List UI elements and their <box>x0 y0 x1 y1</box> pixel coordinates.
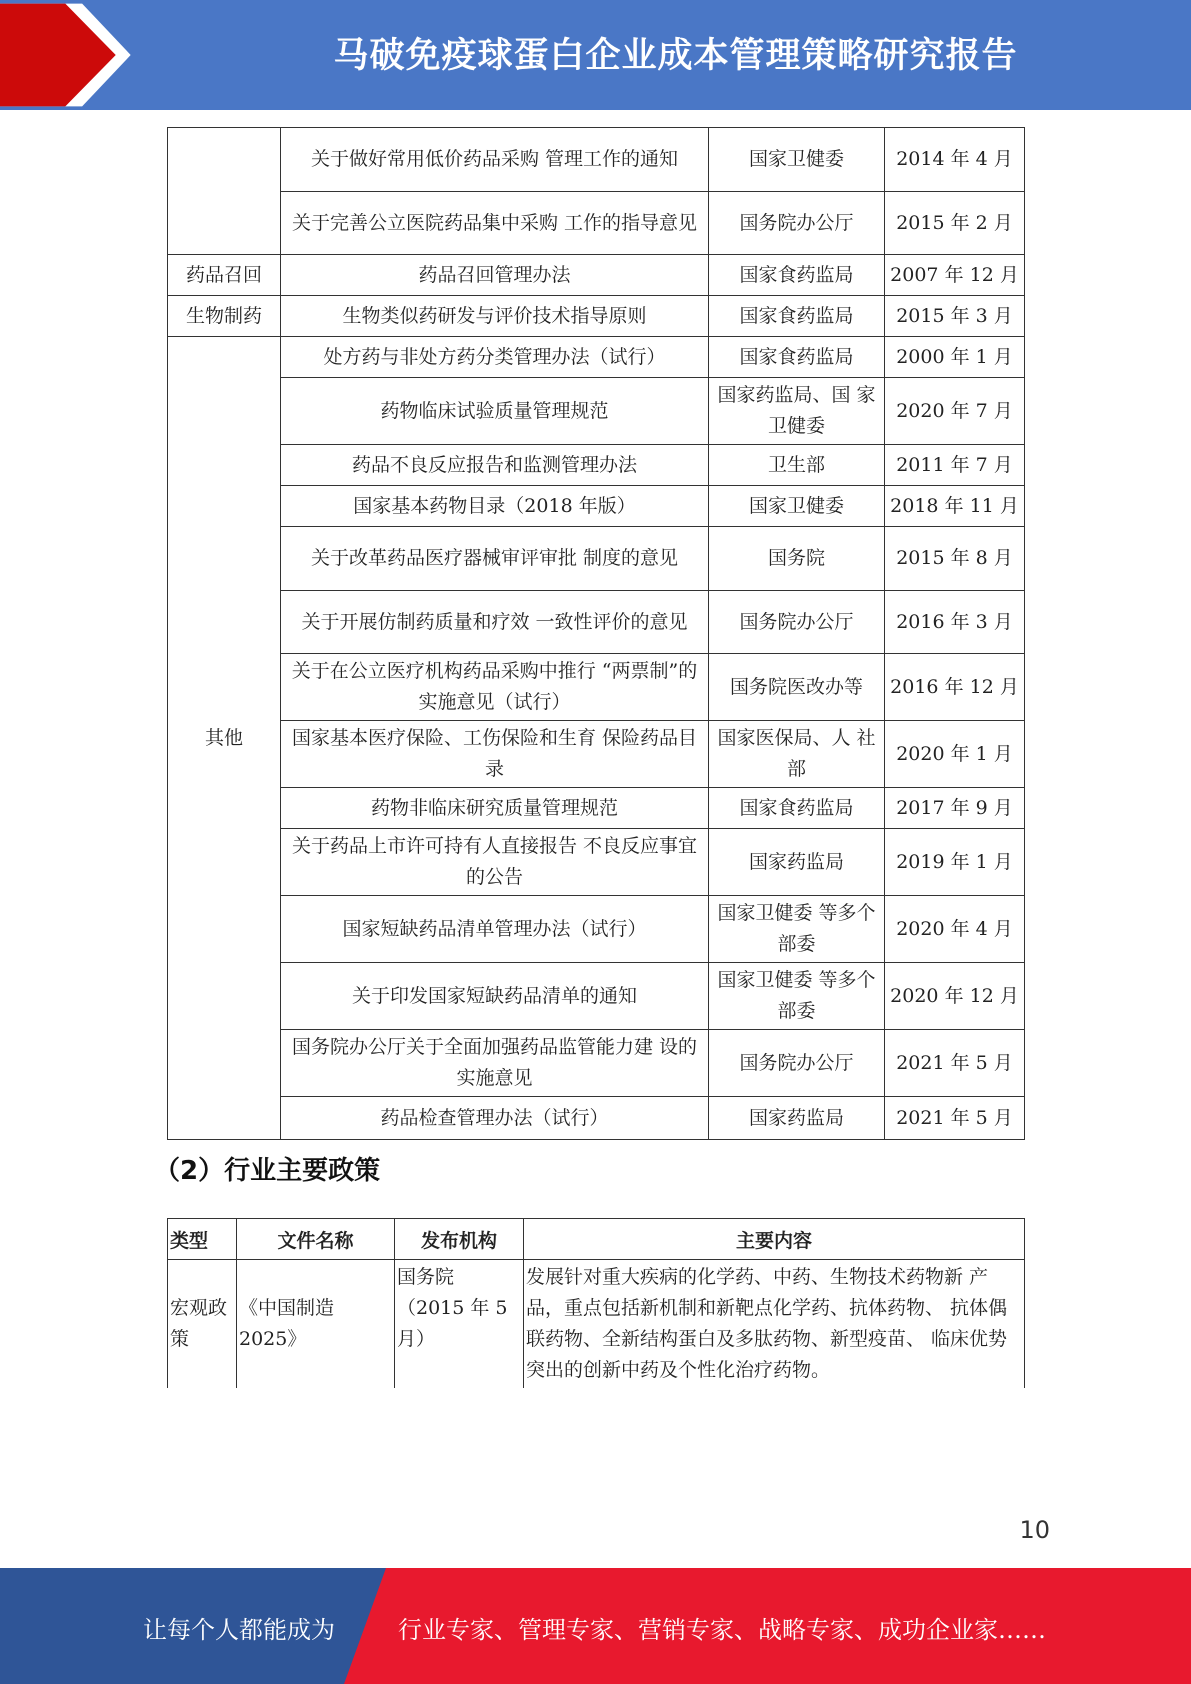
regulation-name: 国家基本药物目录（2018 年版） <box>281 486 709 527</box>
regulation-date: 2014 年 4 月 <box>885 128 1025 192</box>
regulation-issuer: 国家食药监局 <box>709 296 885 337</box>
section-heading: （2）行业主要政策 <box>154 1156 381 1186</box>
table-row <box>168 788 1025 829</box>
regulation-name: 关于完善公立医院药品集中采购 工作的指导意见 <box>281 192 709 255</box>
regulation-date: 2017 年 9 月 <box>885 788 1025 829</box>
regulation-date: 2015 年 8 月 <box>885 527 1025 591</box>
regulation-date: 2018 年 11 月 <box>885 486 1025 527</box>
page-number: 10 <box>1019 1516 1050 1544</box>
regulation-date: 2020 年 7 月 <box>885 378 1025 445</box>
column-header-issuer: 发布机构 <box>395 1219 524 1260</box>
regulation-name: 关于药品上市许可持有人直接报告 不良反应事宜的公告 <box>281 829 709 896</box>
regulation-name: 关于改革药品医疗器械审评审批 制度的意见 <box>281 527 709 591</box>
regulation-date: 2000 年 1 月 <box>885 337 1025 378</box>
regulation-name: 药物非临床研究质量管理规范 <box>281 788 709 829</box>
table-row <box>168 192 1025 255</box>
regulation-date: 2021 年 5 月 <box>885 1030 1025 1097</box>
report-title: 马破免疫球蛋白企业成本管理策略研究报告 <box>333 36 1018 76</box>
page-header <box>0 0 1191 110</box>
policy-type: 宏观政策 <box>168 1260 237 1389</box>
regulation-name: 国家短缺药品清单管理办法（试行） <box>281 896 709 963</box>
table-row <box>168 337 1025 378</box>
table-row <box>168 255 1025 296</box>
regulation-issuer: 国家药监局 <box>709 829 885 896</box>
policy-content: 发展针对重大疾病的化学药、中药、生物技术药物新 产品，重点包括新机制和新靶点化学药、抗体药物、 抗体偶联药物、全新结构蛋白及多肽药物、新型疫苗、 临床优势突出的创新中药及个性化治疗药物。 <box>524 1260 1025 1389</box>
category-cell: 其他 <box>168 337 281 1140</box>
regulation-date: 2021 年 5 月 <box>885 1097 1025 1140</box>
regulation-issuer: 国家药监局、国 家卫健委 <box>709 378 885 445</box>
column-header-content: 主要内容 <box>524 1219 1025 1260</box>
table-row <box>168 1097 1025 1140</box>
regulation-name: 生物类似药研发与评价技术指导原则 <box>281 296 709 337</box>
regulation-date: 2011 年 7 月 <box>885 445 1025 486</box>
regulation-issuer: 国家卫健委 <box>709 128 885 192</box>
regulation-date: 2007 年 12 月 <box>885 255 1025 296</box>
regulation-issuer: 国家卫健委 等多个部委 <box>709 963 885 1030</box>
regulation-name: 关于在公立医疗机构药品采购中推行 “两票制”的实施意见（试行） <box>281 654 709 721</box>
regulation-issuer: 国家卫健委 等多个部委 <box>709 896 885 963</box>
policy-document-name: 《中国制造 2025》 <box>237 1260 395 1389</box>
category-cell <box>168 128 281 255</box>
regulation-name: 国家基本医疗保险、工伤保险和生育 保险药品目录 <box>281 721 709 788</box>
regulation-date: 2020 年 1 月 <box>885 721 1025 788</box>
regulation-name: 药物临床试验质量管理规范 <box>281 378 709 445</box>
regulation-date: 2020 年 4 月 <box>885 896 1025 963</box>
table-row <box>168 527 1025 591</box>
table-row <box>168 128 1025 192</box>
regulation-date: 2016 年 3 月 <box>885 591 1025 654</box>
table-row <box>168 445 1025 486</box>
regulation-issuer: 国务院办公厅 <box>709 192 885 255</box>
regulation-issuer: 国家药监局 <box>709 1097 885 1140</box>
regulation-name: 关于印发国家短缺药品清单的通知 <box>281 963 709 1030</box>
column-header-document: 文件名称 <box>237 1219 395 1260</box>
regulation-name: 药品检查管理办法（试行） <box>281 1097 709 1140</box>
regulation-issuer: 国务院办公厅 <box>709 1030 885 1097</box>
table-row <box>168 591 1025 654</box>
regulation-name: 药品召回管理办法 <box>281 255 709 296</box>
regulation-issuer: 国家食药监局 <box>709 337 885 378</box>
regulation-issuer: 国务院医改办等 <box>709 654 885 721</box>
regulation-name: 关于开展仿制药质量和疗效 一致性评价的意见 <box>281 591 709 654</box>
column-header-type: 类型 <box>168 1219 237 1260</box>
table-header-row <box>168 1219 1025 1260</box>
policy-issuer: 国务院（2015 年 5 月） <box>395 1260 524 1389</box>
regulation-date: 2015 年 3 月 <box>885 296 1025 337</box>
regulation-date: 2020 年 12 月 <box>885 963 1025 1030</box>
industry-policy-table <box>167 1218 1025 1389</box>
regulation-name: 关于做好常用低价药品采购 管理工作的通知 <box>281 128 709 192</box>
footer-slogan-right: 行业专家、管理专家、营销专家、战略专家、成功企业家…… <box>398 1616 1046 1644</box>
table-row <box>168 296 1025 337</box>
table-row <box>168 829 1025 896</box>
category-cell: 药品召回 <box>168 255 281 296</box>
regulation-date: 2016 年 12 月 <box>885 654 1025 721</box>
table-row <box>168 486 1025 527</box>
regulation-issuer: 国务院 <box>709 527 885 591</box>
regulation-issuer: 国家医保局、人 社部 <box>709 721 885 788</box>
table-row <box>168 378 1025 445</box>
header-arrow-decoration <box>0 0 140 110</box>
regulation-name: 国务院办公厅关于全面加强药品监管能力建 设的实施意见 <box>281 1030 709 1097</box>
regulation-issuer: 国务院办公厅 <box>709 591 885 654</box>
table-row <box>168 896 1025 963</box>
table-row <box>168 1260 1025 1389</box>
regulation-issuer: 国家食药监局 <box>709 255 885 296</box>
regulation-date: 2015 年 2 月 <box>885 192 1025 255</box>
footer-slogan-left: 让每个人都能成为 <box>143 1616 335 1644</box>
regulation-issuer: 国家食药监局 <box>709 788 885 829</box>
table-row <box>168 1030 1025 1097</box>
regulation-name: 药品不良反应报告和监测管理办法 <box>281 445 709 486</box>
table-row <box>168 654 1025 721</box>
regulations-table <box>167 127 1025 1140</box>
category-cell: 生物制药 <box>168 296 281 337</box>
regulation-name: 处方药与非处方药分类管理办法（试行） <box>281 337 709 378</box>
regulation-issuer: 国家卫健委 <box>709 486 885 527</box>
page-footer <box>0 1568 1191 1684</box>
table-row <box>168 721 1025 788</box>
regulation-date: 2019 年 1 月 <box>885 829 1025 896</box>
table-row <box>168 963 1025 1030</box>
regulation-issuer: 卫生部 <box>709 445 885 486</box>
